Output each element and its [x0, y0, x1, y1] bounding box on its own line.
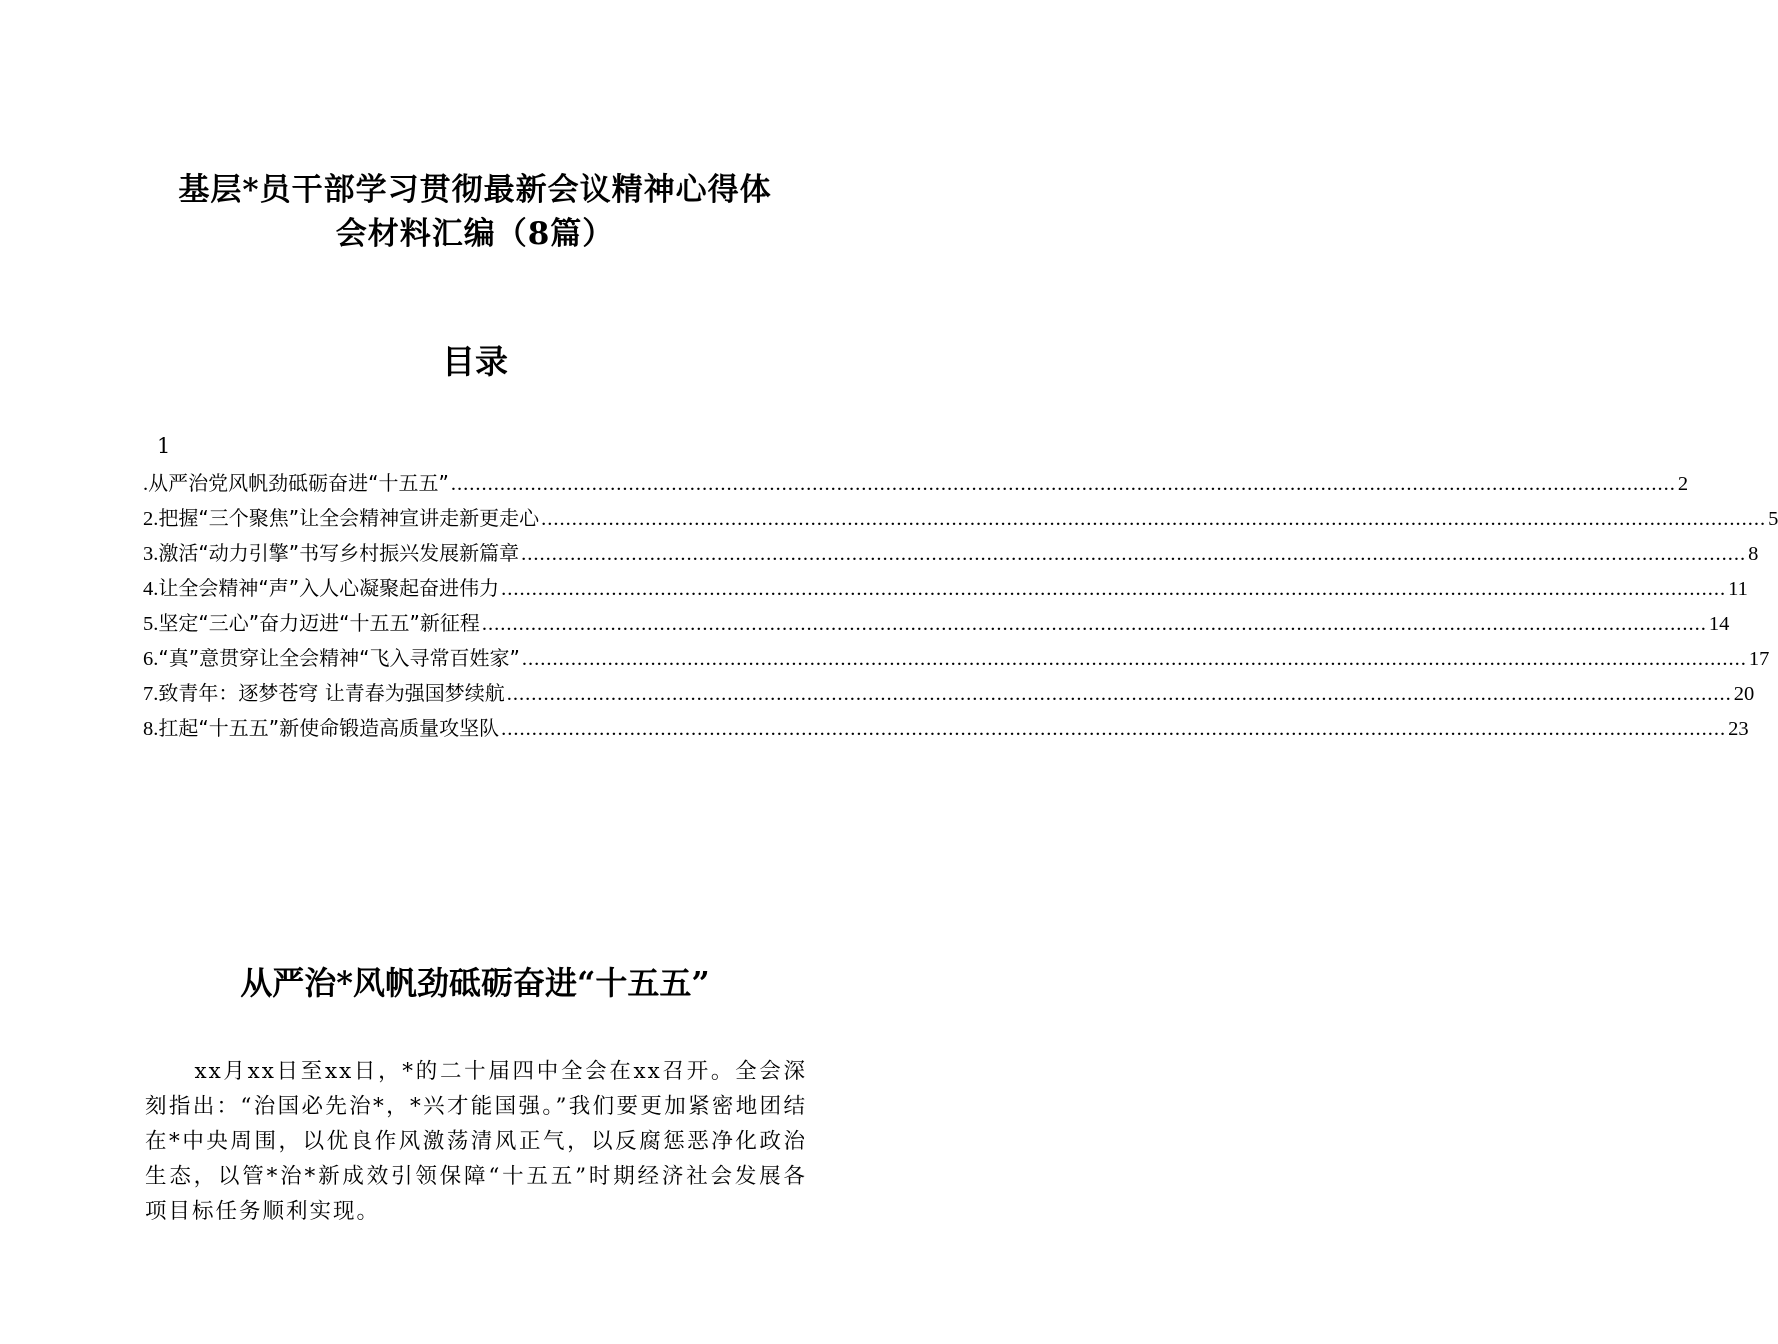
toc-dot-leader: ........................................................................................................................................................................................................ [521, 543, 1747, 565]
table-of-contents [143, 466, 1778, 746]
toc-heading: 目录 [442, 342, 508, 381]
toc-dot-leader: ........................................................................................................................................................................................................ [450, 473, 1676, 495]
article-title: 从严治*风帆劲砥砺奋进“十五五” [240, 964, 710, 1002]
toc-entry[interactable] [143, 606, 1730, 641]
toc-dot-leader: ........................................................................................................................................................................................................ [521, 648, 1747, 670]
toc-dot-leader: ........................................................................................................................................................................................................ [501, 718, 1727, 740]
toc-entry-page: 5 [1768, 508, 1778, 530]
toc-entry-title: 致青年：逐梦苍穹 让青春为强国梦续航 [158, 681, 505, 705]
toc-entry-page: 17 [1748, 648, 1770, 670]
toc-entry-number: 4. [143, 578, 159, 600]
toc-entry[interactable] [143, 536, 1759, 571]
document-title-line-2: 会材料汇编（8篇） [335, 216, 615, 252]
document-title-line-1: 基层*员干部学习贯彻最新会议精神心得体 [178, 172, 772, 208]
toc-entry-title: 让全会精神“声”入人心凝聚起奋进伟力 [158, 576, 500, 600]
toc-dot-leader: ........................................................................................................................................................................................................ [481, 613, 1707, 635]
toc-dot-leader: ........................................................................................................................................................................................................ [541, 508, 1767, 530]
toc-entry-page: 8 [1748, 543, 1759, 565]
toc-entry-title: 扛起“十五五”新使命锻造高质量攻坚队 [158, 716, 500, 740]
toc-first-number: 1 [157, 434, 171, 458]
toc-entry-title: 把握“三个聚焦”让全会精神宣讲走新更走心 [158, 506, 540, 530]
toc-entry-page: 20 [1733, 683, 1755, 705]
toc-entry-title: “真”意贯穿让全会精神“飞入寻常百姓家” [158, 646, 520, 670]
toc-entry-number: 6. [143, 648, 159, 670]
toc-entry-number: . [143, 473, 149, 495]
toc-entry-number: 7. [143, 683, 159, 705]
article-paragraph: xx月xx日至xx日，*的二十届四中全会在xx召开。全会深刻指出：“治国必先治*，*兴才能国强。”我们要更加紧密地团结在*中央周围，以优良作风激荡清风正气，以反腐惩恶净化政治生态，以管*治*新成效引领保障“十五五”时期经济社会发展各项目标任务顺利实现。 [145, 1059, 807, 1224]
toc-entry-title: 坚定“三心”奋力迈进“十五五”新征程 [158, 611, 480, 635]
toc-entry-page: 23 [1728, 718, 1749, 740]
toc-entry[interactable] [143, 711, 1749, 746]
toc-dot-leader: ........................................................................................................................................................................................................ [501, 578, 1727, 600]
toc-entry[interactable] [143, 466, 1689, 501]
toc-entry-title: 从严治党风帆劲砥砺奋进“十五五” [148, 471, 449, 495]
toc-entry-number: 5. [143, 613, 159, 635]
toc-entry-title: 激活“动力引擎”书写乡村振兴发展新篇章 [158, 541, 520, 565]
toc-dot-leader: ........................................................................................................................................................................................................ [506, 683, 1732, 705]
toc-entry-number: 2. [143, 508, 159, 530]
toc-entry[interactable] [143, 571, 1748, 606]
toc-entry-page: 14 [1708, 613, 1730, 635]
toc-entry-number: 3. [143, 543, 159, 565]
toc-entry-page: 11 [1728, 578, 1748, 600]
toc-entry[interactable] [143, 676, 1755, 711]
toc-entry[interactable] [143, 501, 1778, 536]
toc-entry-number: 8. [143, 718, 159, 740]
toc-entry[interactable] [143, 641, 1770, 676]
toc-entry-page: 2 [1677, 473, 1689, 495]
